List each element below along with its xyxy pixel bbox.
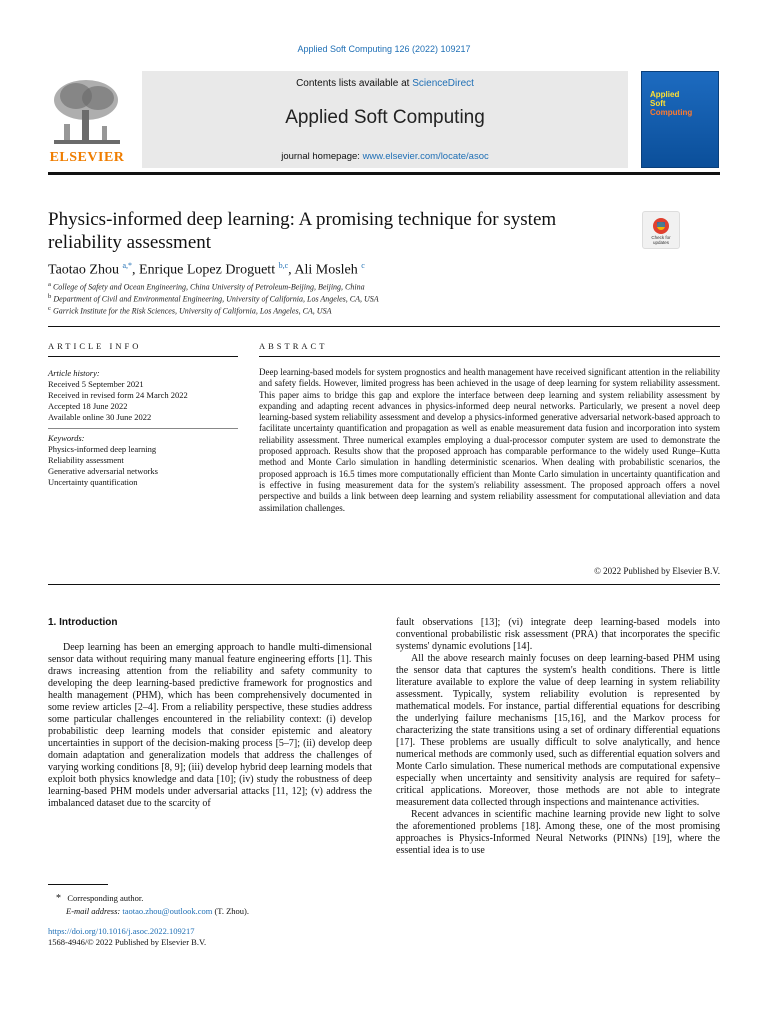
doi-link[interactable]: https://doi.org/10.1016/j.asoc.2022.109217 xyxy=(48,926,195,936)
header-divider xyxy=(48,172,720,175)
abstract-copyright: © 2022 Published by Elsevier B.V. xyxy=(594,566,720,576)
doi-block xyxy=(48,926,206,948)
keywords xyxy=(48,433,228,488)
affiliation xyxy=(48,281,365,292)
affiliation-sup: c xyxy=(48,305,51,312)
history-item: Received 5 September 2021 xyxy=(48,379,144,389)
author-sup[interactable]: a,* xyxy=(122,261,133,270)
author-name: Enrique Lopez Droguett xyxy=(139,262,276,278)
title-line-1: Physics-informed deep learning: A promising technique for system xyxy=(48,209,557,230)
email-suffix: (T. Zhou). xyxy=(214,906,250,916)
paragraph: fault observations [13]; (vi) integrate deep learning-based models into conventional probabilistic risk assessment (PRA) that incorporates the specific systems' dynamic evolutions [14]. xyxy=(396,617,720,652)
affiliation-text: College of Safety and Ocean Engineering, China University of Petroleum-Beijing, Beijing, China xyxy=(52,282,365,292)
history-label: Article history: xyxy=(48,368,100,378)
publisher-wordmark: ELSEVIER xyxy=(49,150,125,165)
paragraph: All the above research mainly focuses on deep learning-based PHM using the sensor data that captures the system's health conditions. There is little literature available to explore the value of deep learning in system reliability assessment. Typically, system reliability evolution is represented by mathematical models. For instance, partial differential equations for describing the underlying failure mechanisms [15,16], and the Markov process for characterizing the state transitions using a set of ordinary differential equations [17]. These problems are usually difficult to solve analytically, and hence numerical methods are commonly used, such as differential equation solvers and Monte Carlo simulation. These numerical methods are computational expensive especially when uncertainty and sensitivity analysis are required for safety–critical applications. Moreover, those methods are not able to integrate measurement data collected through inspections and maintenance activities. xyxy=(396,653,720,808)
homepage-link[interactable]: www.elsevier.com/locate/asoc xyxy=(362,151,489,162)
author-sup[interactable]: b,c xyxy=(278,261,289,270)
affiliation xyxy=(48,293,379,304)
keyword: Physics-informed deep learning xyxy=(48,444,157,454)
keywords-divider xyxy=(48,428,238,429)
affiliation xyxy=(48,305,331,316)
article-title xyxy=(48,208,608,254)
section-heading-introduction: 1. Introduction xyxy=(48,617,118,628)
author-sup[interactable]: c xyxy=(361,261,365,270)
abstract-end-divider xyxy=(48,584,720,585)
history-item: Accepted 18 June 2022 xyxy=(48,401,128,411)
contents-prefix: Contents lists available at xyxy=(296,78,413,89)
journal-cover-title xyxy=(650,90,714,117)
corresponding-author-footnote: * Corresponding author. E-mail address: taotao.zhou@outlook.com (T. Zhou). xyxy=(56,893,250,916)
abstract-divider xyxy=(259,356,720,357)
abstract-text: Deep learning-based models for system prognostics and health management have received significant attention in the reliability and safety fields. However, limited progress has been achieved in the usage of deep learning for system reliability assessment. This paper aims to bridge this gap and explore the interface between deep learning and system reliability assessment by expanding and adapting recent advances in physics-informed deep neural networks. Particularly, we present a novel deep learning-based system reliability assessment and develop a physics-informed generative adversarial network-based approach to facilitate uncertainty quantification and propagation as well as enable measurement data fusion and incorporation into system reliability assessment. Three numerical examples employing a dual-processor computer system are used to demonstrate the proposed approach. Results show that the proposed approach has comparable performance to the widely used Runge–Kutta method and Monte Carlo simulation in handling deterministic scenarios. When dealing with probabilistic scenarios, the proposed approach is 16.5 times more computationally efficient than Monte Carlo simulation in uncertainty quantification and is effective in fusing measurement data for the system's reliability assessment. The proposed approach offers a novel perspective and builds a link between deep learning and system reliability assessment for computational alleviation and data assimilation challenges. xyxy=(259,367,720,513)
corresponding-author-label: Corresponding author. xyxy=(67,893,144,903)
author-name: Taotao Zhou xyxy=(48,262,119,278)
history-item: Available online 30 June 2022 xyxy=(48,412,152,422)
check-for-updates-button[interactable] xyxy=(642,211,680,249)
info-divider xyxy=(48,356,238,357)
keyword: Uncertainty quantification xyxy=(48,477,138,487)
affiliation-text: Department of Civil and Environmental Engineering, University of California, Los Angeles, CA, USA xyxy=(53,294,379,304)
affiliation-sup: b xyxy=(48,293,52,300)
keywords-label: Keywords: xyxy=(48,433,85,443)
cover-line-3: Computing xyxy=(650,108,693,117)
journal-reference-link[interactable]: Applied Soft Computing 126 (2022) 109217 xyxy=(297,44,471,54)
cover-line-1: Applied xyxy=(650,90,680,99)
keyword: Reliability assessment xyxy=(48,455,124,465)
affiliation-text: Garrick Institute for the Risk Sciences, University of California, Los Angeles, CA, USA xyxy=(52,306,332,316)
keyword: Generative adversarial networks xyxy=(48,466,158,476)
contents-available xyxy=(142,78,628,89)
journal-title: Applied Soft Computing xyxy=(285,107,485,128)
check-updates-label: Check for updates xyxy=(651,235,671,245)
author-list: Taotao Zhou $^{a,*}$, Enrique Lopez Droguett $^{b,c}$, Ali Mosleh $^c$ xyxy=(48,261,365,278)
section-divider xyxy=(48,326,720,327)
title-line-2: reliability assessment xyxy=(48,232,212,253)
cover-line-2: Soft xyxy=(650,99,666,108)
paragraph: Deep learning has been an emerging approach to handle multi-dimensional sensor data without requiring many manual feature engineering efforts [1]. This draws increasing attention from the reliability and safety community to developing the deep learning-based predictive framework for prognostics and health management (PHM), which has been comprehensively documented in some review articles [2–4]. From a reliability perspective, these studies address some particular challenges encountered in the reliability context: (i) develop probabilistic deep learning models that consider epistemic and aleatory uncertainties in support of the decision-making process [5–7]; (ii) develop deep domain adaptation and generalization models that address the challenges of varying working conditions [8, 9]; (iii) develop hybrid deep learning models that exploit both physics knowledge and data [10]; (iv) study the robustness of deep learning-based PHM models under adversarial attacks [11, 12]; (v) address the imbalanced dataset due to the scarcity of xyxy=(48,642,372,809)
journal-homepage xyxy=(142,151,628,162)
email-link[interactable]: taotao.zhou@outlook.com xyxy=(122,906,213,916)
intro-left-column xyxy=(48,642,372,810)
email-label: E-mail address: xyxy=(66,906,121,916)
sciencedirect-link[interactable]: ScienceDirect xyxy=(412,78,474,89)
article-history xyxy=(48,368,228,423)
affiliation-sup: a xyxy=(48,281,51,288)
intro-right-column xyxy=(396,617,720,857)
article-info-heading: ARTICLE INFO xyxy=(48,341,142,351)
journal-cover-image xyxy=(641,71,719,168)
abstract-heading: ABSTRACT xyxy=(259,341,328,351)
history-item: Received in revised form 24 March 2022 xyxy=(48,390,188,400)
issn-line: 1568-4946/© 2022 Published by Elsevier B.V. xyxy=(48,937,207,947)
author-name: Ali Mosleh xyxy=(294,262,358,278)
homepage-prefix: journal homepage: xyxy=(281,151,363,162)
footnote-divider xyxy=(48,884,108,885)
paragraph: Recent advances in scientific machine learning provide new light to solve the aforementioned problems [18]. Among these, one of the most promising approaches is Physics-Informed Neural Networks (PINNs) [19], where the essential idea is to use xyxy=(396,809,720,856)
